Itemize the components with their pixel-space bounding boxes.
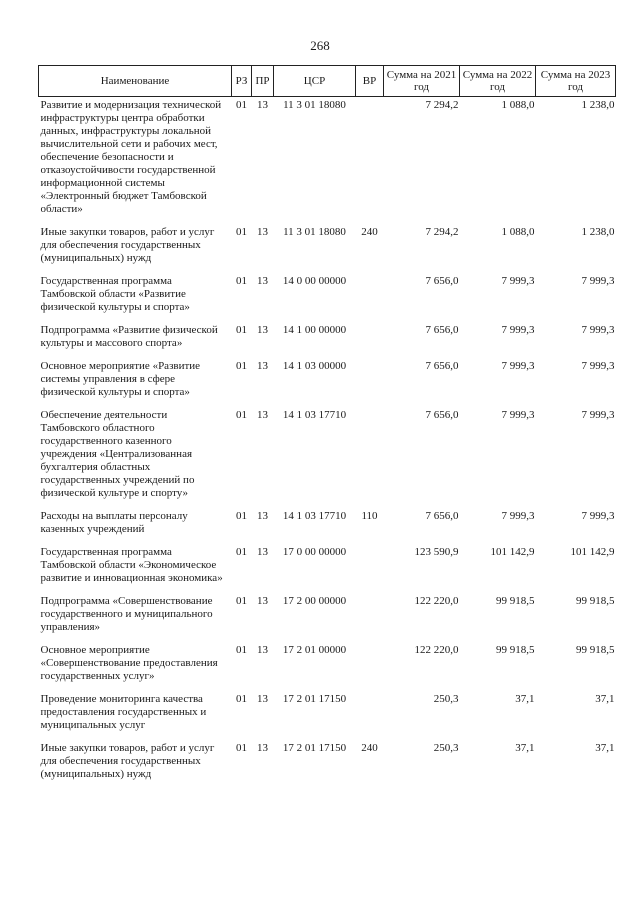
table-row [39, 595, 616, 644]
row-rz: 01 [236, 693, 247, 705]
row-sum-2021: 250,3 [433, 693, 459, 705]
header-sum-2021: Сумма на 2021 год [384, 66, 460, 97]
header-sum-2022: Сумма на 2022 год [460, 66, 536, 97]
row-csr: 14 1 03 17710 [282, 510, 347, 522]
row-pr: 13 [257, 595, 268, 607]
row-pr: 13 [257, 510, 268, 522]
row-rz: 01 [236, 595, 247, 607]
row-pr: 13 [257, 693, 268, 705]
row-sum-2023: 37,1 [595, 693, 615, 705]
row-sum-2023: 7 999,3 [581, 275, 615, 287]
row-csr: 11 3 01 18080 [283, 226, 346, 238]
table-header [39, 66, 616, 97]
row-csr: 14 1 03 17710 [282, 409, 347, 421]
row-vr [356, 546, 384, 595]
row-vr [356, 595, 384, 644]
table-row [39, 226, 616, 275]
row-name: Подпрограмма «Совершенствование государственного и муниципального управления» [40, 595, 213, 633]
row-name: Иные закупки товаров, работ и услуг для обеспечения государственных (муниципальных) нужд [40, 226, 215, 264]
row-vr [356, 275, 384, 324]
row-rz: 01 [236, 510, 247, 522]
row-csr: 17 0 00 00000 [282, 546, 347, 558]
row-vr [356, 324, 384, 360]
row-vr [356, 97, 384, 227]
row-name: Государственная программа Тамбовской области «Развитие физической культуры и спорта» [40, 275, 190, 313]
table-row [39, 510, 616, 546]
table-row [39, 742, 616, 791]
table-row [39, 360, 616, 409]
row-sum-2021: 122 220,0 [414, 595, 459, 607]
row-pr: 13 [257, 546, 268, 558]
row-rz: 01 [236, 644, 247, 656]
row-sum-2022: 7 999,3 [501, 360, 535, 372]
row-sum-2021: 7 656,0 [425, 409, 459, 421]
row-sum-2022: 1 088,0 [501, 99, 535, 111]
row-sum-2022: 7 999,3 [501, 275, 535, 287]
row-sum-2022: 7 999,3 [501, 324, 535, 336]
row-csr: 17 2 01 17150 [282, 693, 347, 705]
row-sum-2021: 122 220,0 [414, 644, 459, 656]
row-csr: 14 0 00 00000 [282, 275, 347, 287]
table-row [39, 644, 616, 693]
row-sum-2021: 7 294,2 [425, 226, 459, 238]
row-vr: 110 [361, 510, 378, 522]
row-name: Государственная программа Тамбовской области «Экономическое развитие и инновационная экономика» [40, 546, 223, 584]
header-vr: ВР [356, 66, 384, 97]
row-rz: 01 [236, 546, 247, 558]
row-name: Развитие и модернизация технической инфраструктуры центра обработки данных, инфраструктуры локальной вычислительной сети и рабочих мест, обеспечение безопасности и отказоустойчивости государственной информационной системы «Электронный бюджет Тамбовской области» [40, 99, 222, 215]
row-vr: 240 [361, 226, 378, 238]
table-row [39, 409, 616, 510]
row-csr: 11 3 01 18080 [283, 99, 346, 111]
header-row [39, 66, 616, 97]
row-rz: 01 [236, 324, 247, 336]
row-vr [356, 644, 384, 693]
row-sum-2023: 99 918,5 [576, 644, 615, 656]
header-name: Наименование [39, 66, 232, 97]
row-sum-2022: 101 142,9 [490, 546, 535, 558]
row-vr [356, 409, 384, 510]
row-name: Расходы на выплаты персоналу казенных учреждений [40, 510, 188, 535]
row-sum-2022: 7 999,3 [501, 409, 535, 421]
table-row [39, 324, 616, 360]
row-csr: 17 2 00 00000 [282, 595, 347, 607]
row-sum-2022: 1 088,0 [501, 226, 535, 238]
row-sum-2023: 1 238,0 [581, 99, 615, 111]
row-sum-2021: 7 656,0 [425, 510, 459, 522]
row-sum-2021: 7 656,0 [425, 360, 459, 372]
row-rz: 01 [236, 99, 247, 111]
row-sum-2023: 37,1 [595, 742, 615, 754]
row-sum-2022: 99 918,5 [496, 644, 535, 656]
row-sum-2023: 7 999,3 [581, 510, 615, 522]
row-sum-2022: 7 999,3 [501, 510, 535, 522]
row-sum-2023: 1 238,0 [581, 226, 615, 238]
row-pr: 13 [257, 324, 268, 336]
table-row [39, 546, 616, 595]
table-row [39, 693, 616, 742]
row-csr: 17 2 01 00000 [282, 644, 347, 656]
budget-table [38, 65, 616, 791]
row-sum-2023: 7 999,3 [581, 324, 615, 336]
row-pr: 13 [257, 409, 268, 421]
row-sum-2021: 7 656,0 [425, 324, 459, 336]
row-pr: 13 [257, 360, 268, 372]
row-pr: 13 [257, 275, 268, 287]
row-pr: 13 [257, 644, 268, 656]
page-number: 268 [310, 38, 330, 53]
row-pr: 13 [257, 742, 268, 754]
row-sum-2022: 99 918,5 [496, 595, 535, 607]
row-vr [356, 693, 384, 742]
header-rz: РЗ [232, 66, 252, 97]
row-vr: 240 [361, 742, 378, 754]
table-row [39, 97, 616, 227]
row-sum-2021: 250,3 [433, 742, 459, 754]
row-sum-2021: 123 590,9 [414, 546, 459, 558]
row-name: Подпрограмма «Развитие физической культуры и массового спорта» [40, 324, 218, 349]
row-sum-2021: 7 294,2 [425, 99, 459, 111]
row-csr: 14 1 03 00000 [282, 360, 347, 372]
row-sum-2022: 37,1 [515, 693, 535, 705]
header-csr: ЦСР [274, 66, 356, 97]
header-pr: ПР [252, 66, 274, 97]
header-sum-2023: Сумма на 2023 год [536, 66, 616, 97]
row-rz: 01 [236, 742, 247, 754]
row-name: Проведение мониторинга качества предоставления государственных и муниципальных услуг [40, 693, 207, 731]
row-name: Обеспечение деятельности Тамбовского областного государственного казенного учреждения «Централизованная бухгалтерия областных государственных учреждений по физической культуре и спорту» [40, 409, 195, 499]
row-name: Основное мероприятие «Совершенствование предоставления государственных услуг» [40, 644, 218, 682]
row-rz: 01 [236, 275, 247, 287]
row-pr: 13 [257, 99, 268, 111]
row-pr: 13 [257, 226, 268, 238]
row-sum-2023: 99 918,5 [576, 595, 615, 607]
row-csr: 14 1 00 00000 [282, 324, 347, 336]
row-sum-2023: 7 999,3 [581, 360, 615, 372]
row-name: Основное мероприятие «Развитие системы управления в сфере физической культуры и спорта» [40, 360, 201, 398]
row-sum-2022: 37,1 [515, 742, 535, 754]
row-rz: 01 [236, 226, 247, 238]
table-body [39, 97, 616, 792]
row-rz: 01 [236, 360, 247, 372]
row-vr [356, 360, 384, 409]
row-sum-2023: 7 999,3 [581, 409, 615, 421]
row-name: Иные закупки товаров, работ и услуг для обеспечения государственных (муниципальных) нужд [40, 742, 215, 780]
row-sum-2021: 7 656,0 [425, 275, 459, 287]
row-rz: 01 [236, 409, 247, 421]
table-row [39, 275, 616, 324]
row-csr: 17 2 01 17150 [282, 742, 347, 754]
row-sum-2023: 101 142,9 [570, 546, 615, 558]
